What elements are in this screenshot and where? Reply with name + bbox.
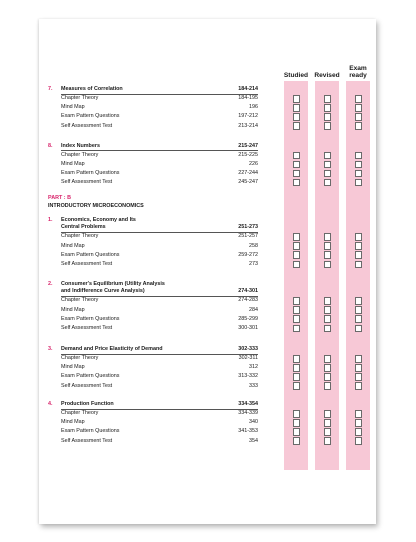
toc-entry-pages: 245-247	[238, 179, 258, 186]
exam-ready-checkbox[interactable]	[355, 325, 363, 333]
toc-entry-pages: 334-339	[238, 410, 258, 417]
exam-ready-checkbox[interactable]	[355, 364, 363, 372]
toc-entry-label: Exam Pattern Questions	[61, 428, 120, 435]
studied-checkbox[interactable]	[293, 251, 301, 259]
toc-entry-label: Chapter Theory	[61, 151, 99, 158]
studied-checkbox[interactable]	[293, 261, 301, 269]
studied-checkbox[interactable]	[293, 325, 301, 333]
revised-checkbox[interactable]	[324, 161, 332, 169]
toc-entry-label: Chapter Theory	[61, 233, 99, 240]
toc-entry-pages: 258	[249, 242, 258, 249]
toc-entry-label: Self Assessment Test	[61, 122, 113, 129]
toc-entry-pages: 285-299	[238, 315, 258, 322]
toc-entry-label: Mind Map	[61, 306, 85, 313]
exam-ready-checkbox[interactable]	[355, 437, 363, 445]
revised-checkbox[interactable]	[324, 419, 332, 427]
studied-checkbox[interactable]	[293, 152, 301, 160]
chapter-page-range: 251-273	[238, 224, 258, 231]
book-page	[39, 19, 376, 524]
toc-entry-pages: 354	[249, 437, 258, 444]
toc-entry-pages: 313-332	[238, 373, 258, 380]
studied-checkbox[interactable]	[293, 242, 301, 250]
toc-entry-label: Self Assessment Test	[61, 437, 113, 444]
toc-entry-pages: 340	[249, 419, 258, 426]
toc-entry-pages: 226	[249, 160, 258, 167]
chapter-number: 4.	[48, 401, 53, 407]
chapter-title: Economics, Economy and Its	[61, 217, 136, 223]
revised-checkbox[interactable]	[324, 355, 332, 363]
studied-checkbox[interactable]	[293, 170, 301, 178]
toc-entry-label: Exam Pattern Questions	[61, 315, 120, 322]
exam-ready-checkbox[interactable]	[355, 95, 363, 103]
studied-checkbox[interactable]	[293, 382, 301, 390]
revised-checkbox[interactable]	[324, 261, 332, 269]
toc-entry-label: Self Assessment Test	[61, 324, 113, 331]
toc-entry-pages: 251-257	[238, 233, 258, 240]
exam-ready-checkbox[interactable]	[355, 355, 363, 363]
toc-entry-label: Self Assessment Test	[61, 179, 113, 186]
toc-entry-label: Chapter Theory	[61, 95, 99, 102]
exam-ready-checkbox[interactable]	[355, 315, 363, 323]
studied-checkbox[interactable]	[293, 437, 301, 445]
chapter-title: Measures of Correlation	[61, 86, 123, 92]
toc-entry-label: Mind Map	[61, 419, 85, 426]
chapter-title: and Indifference Curve Analysis)	[61, 288, 145, 295]
studied-checkbox[interactable]	[293, 297, 301, 305]
toc-entry-pages: 274-283	[238, 297, 258, 304]
toc-entry-label: Mind Map	[61, 104, 85, 111]
toc-entry-label: Exam Pattern Questions	[61, 170, 120, 176]
toc-entry-label: Chapter Theory	[61, 297, 99, 304]
toc-entry-pages: 259-272	[238, 251, 258, 258]
studied-checkbox[interactable]	[293, 161, 301, 169]
toc-entry-label: Exam Pattern Questions	[61, 113, 120, 120]
chapter-number: 7.	[48, 86, 53, 92]
studied-checkbox[interactable]	[293, 355, 301, 363]
toc-entry-pages: 284	[249, 306, 258, 313]
exam-ready-checkbox[interactable]	[355, 122, 363, 130]
chapter-title: Demand and Price Elasticity of Demand	[61, 346, 163, 352]
revised-checkbox[interactable]	[324, 428, 332, 436]
exam-ready-checkbox[interactable]	[355, 233, 363, 241]
exam-ready-checkbox[interactable]	[355, 306, 363, 314]
chapter-page-range: 184-214	[238, 86, 258, 92]
chapter-number: 1.	[48, 217, 53, 223]
revised-checkbox[interactable]	[324, 179, 332, 187]
revised-checkbox[interactable]	[324, 382, 332, 390]
toc-entry-pages: 312	[249, 364, 258, 371]
toc-entry-label: Chapter Theory	[61, 355, 99, 362]
toc-entry-label: Mind Map	[61, 160, 85, 167]
revised-checkbox[interactable]	[324, 410, 332, 418]
chapter-number: 3.	[48, 346, 53, 352]
studied-checkbox[interactable]	[293, 179, 301, 187]
exam-ready-checkbox[interactable]	[355, 104, 363, 112]
chapter-title: Consumer's Equilibrium (Utility Analysis	[61, 281, 165, 287]
exam-ready-header-line2: ready	[349, 72, 367, 79]
toc-entry-pages: 341-353	[238, 428, 258, 435]
chapter-page-range: 334-354	[238, 401, 258, 407]
studied-checkbox[interactable]	[293, 95, 301, 103]
exam-ready-checkbox[interactable]	[355, 152, 363, 160]
studied-checkbox[interactable]	[293, 104, 301, 112]
chapter-number: 2.	[48, 281, 53, 287]
revised-checkbox[interactable]	[324, 113, 332, 121]
chapter-page-range: 274-301	[238, 288, 258, 295]
chapter-page-range: 302-333	[238, 346, 258, 352]
revised-checkbox[interactable]	[324, 364, 332, 372]
studied-checkbox[interactable]	[293, 410, 301, 418]
toc-entry-pages: 196	[249, 104, 258, 111]
chapter-number: 8.	[48, 142, 53, 149]
toc-entry-pages: 227-244	[238, 170, 258, 176]
toc-entry-label: Mind Map	[61, 364, 85, 371]
revised-checkbox[interactable]	[324, 152, 332, 160]
exam-ready-checkbox[interactable]	[355, 170, 363, 178]
toc-entry-pages: 302-311	[238, 355, 258, 362]
exam-ready-checkbox[interactable]	[355, 261, 363, 269]
exam-ready-checkbox[interactable]	[355, 251, 363, 259]
toc-entry-label: Exam Pattern Questions	[61, 373, 120, 380]
chapter-title: Production Function	[61, 401, 114, 407]
exam-ready-checkbox[interactable]	[355, 297, 363, 305]
studied-checkbox[interactable]	[293, 315, 301, 323]
revised-checkbox[interactable]	[324, 95, 332, 103]
studied-checkbox[interactable]	[293, 428, 301, 436]
exam-ready-checkbox[interactable]	[355, 419, 363, 427]
exam-ready-checkbox[interactable]	[355, 179, 363, 187]
studied-checkbox[interactable]	[293, 233, 301, 241]
revised-checkbox[interactable]	[324, 437, 332, 445]
toc-entry-label: Mind Map	[61, 242, 85, 249]
toc-entry-label: Self Assessment Test	[61, 382, 113, 389]
exam-ready-checkbox[interactable]	[355, 410, 363, 418]
toc-entry-pages: 213-214	[238, 122, 258, 129]
toc-entry-pages: 273	[249, 260, 258, 267]
revised-header: Revised	[314, 72, 340, 79]
toc-entry-pages: 333	[249, 382, 258, 389]
revised-checkbox[interactable]	[324, 170, 332, 178]
revised-checkbox[interactable]	[324, 251, 332, 259]
exam-ready-checkbox[interactable]	[355, 113, 363, 121]
exam-ready-checkbox[interactable]	[355, 428, 363, 436]
toc-entry-pages: 197-212	[238, 113, 258, 120]
revised-checkbox[interactable]	[324, 104, 332, 112]
part-title: INTRODUCTORY MICROECONOMICS	[48, 202, 144, 209]
studied-checkbox[interactable]	[293, 373, 301, 381]
chapter-title: Central Problems	[61, 224, 106, 231]
studied-checkbox[interactable]	[293, 364, 301, 372]
chapter-title: Index Numbers	[61, 142, 100, 149]
revised-checkbox[interactable]	[324, 373, 332, 381]
chapter-page-range: 215-247	[238, 142, 258, 149]
toc-entry-label: Self Assessment Test	[61, 260, 113, 267]
exam-ready-checkbox[interactable]	[355, 161, 363, 169]
revised-checkbox[interactable]	[324, 233, 332, 241]
revised-checkbox[interactable]	[324, 122, 332, 130]
exam-ready-checkbox[interactable]	[355, 373, 363, 381]
part-label: PART : B	[48, 195, 71, 201]
revised-checkbox[interactable]	[324, 325, 332, 333]
toc-entry-label: Chapter Theory	[61, 410, 99, 417]
toc-entry-pages: 184-195	[238, 95, 258, 102]
studied-header: Studied	[283, 72, 309, 79]
revised-checkbox[interactable]	[324, 315, 332, 323]
revised-checkbox[interactable]	[324, 297, 332, 305]
studied-checkbox[interactable]	[293, 113, 301, 121]
revised-checkbox[interactable]	[324, 242, 332, 250]
studied-checkbox[interactable]	[293, 122, 301, 130]
toc-entry-pages: 215-225	[238, 151, 258, 158]
studied-checkbox[interactable]	[293, 419, 301, 427]
exam-ready-checkbox[interactable]	[355, 242, 363, 250]
exam-ready-checkbox[interactable]	[355, 382, 363, 390]
revised-checkbox[interactable]	[324, 306, 332, 314]
toc-entry-pages: 300-301	[238, 324, 258, 331]
studied-checkbox[interactable]	[293, 306, 301, 314]
toc-entry-label: Exam Pattern Questions	[61, 251, 120, 258]
exam-ready-header-line1: Exam	[349, 65, 367, 72]
